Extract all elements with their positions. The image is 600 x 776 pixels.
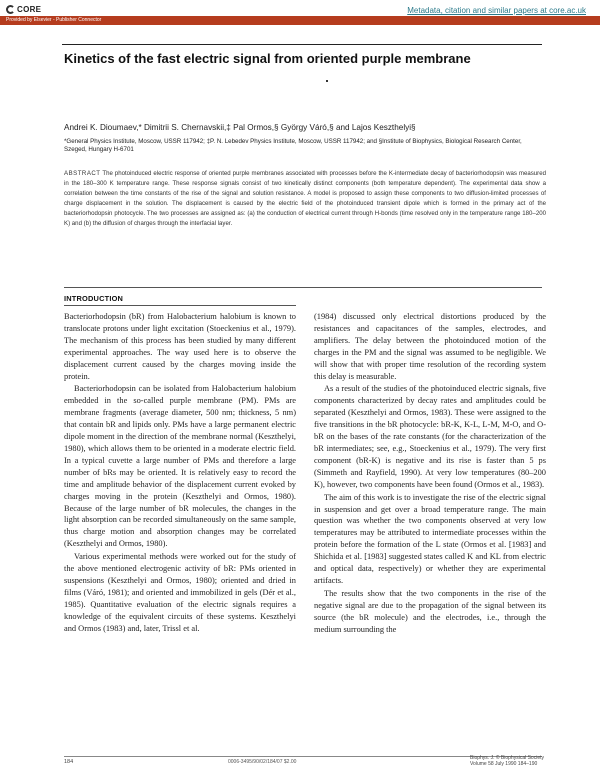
abstract (64, 169, 546, 230)
core-logo-icon (6, 5, 15, 14)
title-rule (62, 44, 542, 45)
journal-name: Biophys. J. © Biophysical Society (470, 755, 544, 761)
section-rule-top (64, 287, 542, 288)
paragraph: The aim of this work is to investigate the rise of the electric signal in suspension and get over a broad temperature range. The main question was whether the two components observed at very low temperatures may be attributed to intermediate processes within the protein before the formation of the L state (Ormos et al. [1983] and Shichida et al. [1983] suggested states called K and KL from electric and optical data, respectively) or whether they are experimental artifacts. (314, 492, 546, 585)
paragraph: Bacteriorhodopsin (bR) from Halobacterium halobium is known to translocate protons under light excitation (Stoeckenius et al., 1979). The mechanism of this process has been studied by many different experimental approaches. The way used here is to observe the displacement current caused by the charges moving inside the protein. (64, 312, 296, 381)
abstract-label: ABSTRACT (64, 170, 101, 177)
paper-title: Kinetics of the fast electric signal from oriented purple membrane (64, 51, 471, 66)
affiliations: *General Physics Institute, Moscow, USSR 117942; ‡P. N. Lebedev Physics Institute, Moscow, USSR 117942; and §Institute of Biophysics, Biological Research Center, Szeged, Hungary H-6701 (64, 138, 522, 153)
decorative-dot (326, 80, 328, 82)
body-column-left (64, 311, 296, 634)
page-number: 184 (64, 759, 74, 765)
article-id: 0006-3495/90/02/184/07 $2.00 (228, 759, 297, 765)
core-logo[interactable] (6, 5, 41, 14)
paragraph: Bacteriorhodopsin can be isolated from Halobacterium halobium embedded in the so-called purple membrane (PM). PMs are membrane fragments (average diameter, 500 nm; thickness, 5 nm) that contain bR and lipids only. PMs have a large permanent electric dipole moment in the direction of the membrane normal (Keszthelyi, 1980), which allows them to be oriented in a moderate electric field. In a typical cuvette a large number of PMs and therefore a large number of bRs may be oriented. It is relatively easy to record the time and amplitude behavior of the displacement current evoked by charges moving in the protein (Keszthelyi and Ormos, 1980). Because of the large number of bR molecules, the changes in the light absorption can be recorded simultaneously on the same sample, thus charge motion and absorption changes may be correlated (Keszthelyi and Ormos, 1980). (64, 384, 296, 549)
abstract-text: The photoinduced electric response of oriented purple membranes associated with processes before the K-intermediate decay of bacteriorhodopsin was measured in the 180–300 K temperature range. These response signals consist of two kinetically distinct components (both temperature dependent). The experimental data show a correlation between the time constants of the rise of the signal and solution resistance. A model is proposed to assign these components to two diffusion-limited processes of charge displacement in the solution. The displacement is caused by the electric field of the photoinduced transient dipole which is formed in the primary act of the bacteriorhodopsin photocycle. The two processes are assigned as: (a) the conduction of electrical current through H-bonds (time resolved only in the temperature range 180–200 K) and (b) the diffusion of charges through the interfacial layer. (64, 170, 546, 228)
core-metadata-link[interactable]: Metadata, citation and similar papers at core.ac.uk (407, 6, 586, 15)
author-list: Andrei K. Dioumaev,* Dimitrii S. Chernavskii,‡ Pal Ormos,§ György Váró,§ and Lajos Keszthelyi§ (64, 123, 416, 132)
paragraph: As a result of the studies of the photoinduced electric signals, five components characterized by decay rates and amplitudes could be separated (Keszthelyi and Ormos, 1983). These were assigned to the five transitions in the bR photocycle: bR-K, K-L, L-M, M-O, and O-bR on the bases of the rate constants (for the characterization of the bR intermediates; see, e.g., Stoeckenius et al., 1979). The very first component (bR-K) is negative and its rise is faster than 5 ps (Simmeth and Rayfield, 1990). At very low temperatures (80–200 K), however, two components have been found (Ormos et al., 1983). (314, 384, 546, 489)
section-heading: INTRODUCTION (64, 294, 124, 303)
journal-info (470, 755, 550, 768)
paragraph: The results show that the two components in the rise of the negative signal are due to the propagation of the signal between its source (the bR molecule) and the electrodes, i.e., through the medium surrounding the (314, 588, 546, 634)
section-rule-bottom (64, 305, 296, 306)
provider-text[interactable]: Provided by Elsevier - Publisher Connector (6, 17, 102, 23)
body-column-right (314, 311, 546, 635)
paragraph: Various experimental methods were worked out for the study of the above mentioned electrogenic activity of bR: PMs oriented in suspensions (Keszthelyi and Ormos, 1980); oriented and dried in films (Váró, 1981); and oriented and immobilized in gels (Dér et al., 1985). Quantitative evaluation of the electric signals requires a knowledge of the equivalent circuits of these systems. Keszthelyi and Ormos (1983) and, later, Trissl et al. (64, 552, 296, 633)
journal-volume: Volume 58 July 1990 184–190 (470, 761, 538, 768)
paragraph: (1984) discussed only electrical distortions produced by the resistances and capacitances of the samples, electrodes, and amplifiers. The delay between the photoinduced motion of the charges in the PM and the signal was assumed to be negligible. We will show that with proper time resolution of the recording system this delay is measurable. (314, 312, 546, 381)
core-brand: CORE (17, 5, 42, 14)
provider-bar (0, 16, 600, 25)
